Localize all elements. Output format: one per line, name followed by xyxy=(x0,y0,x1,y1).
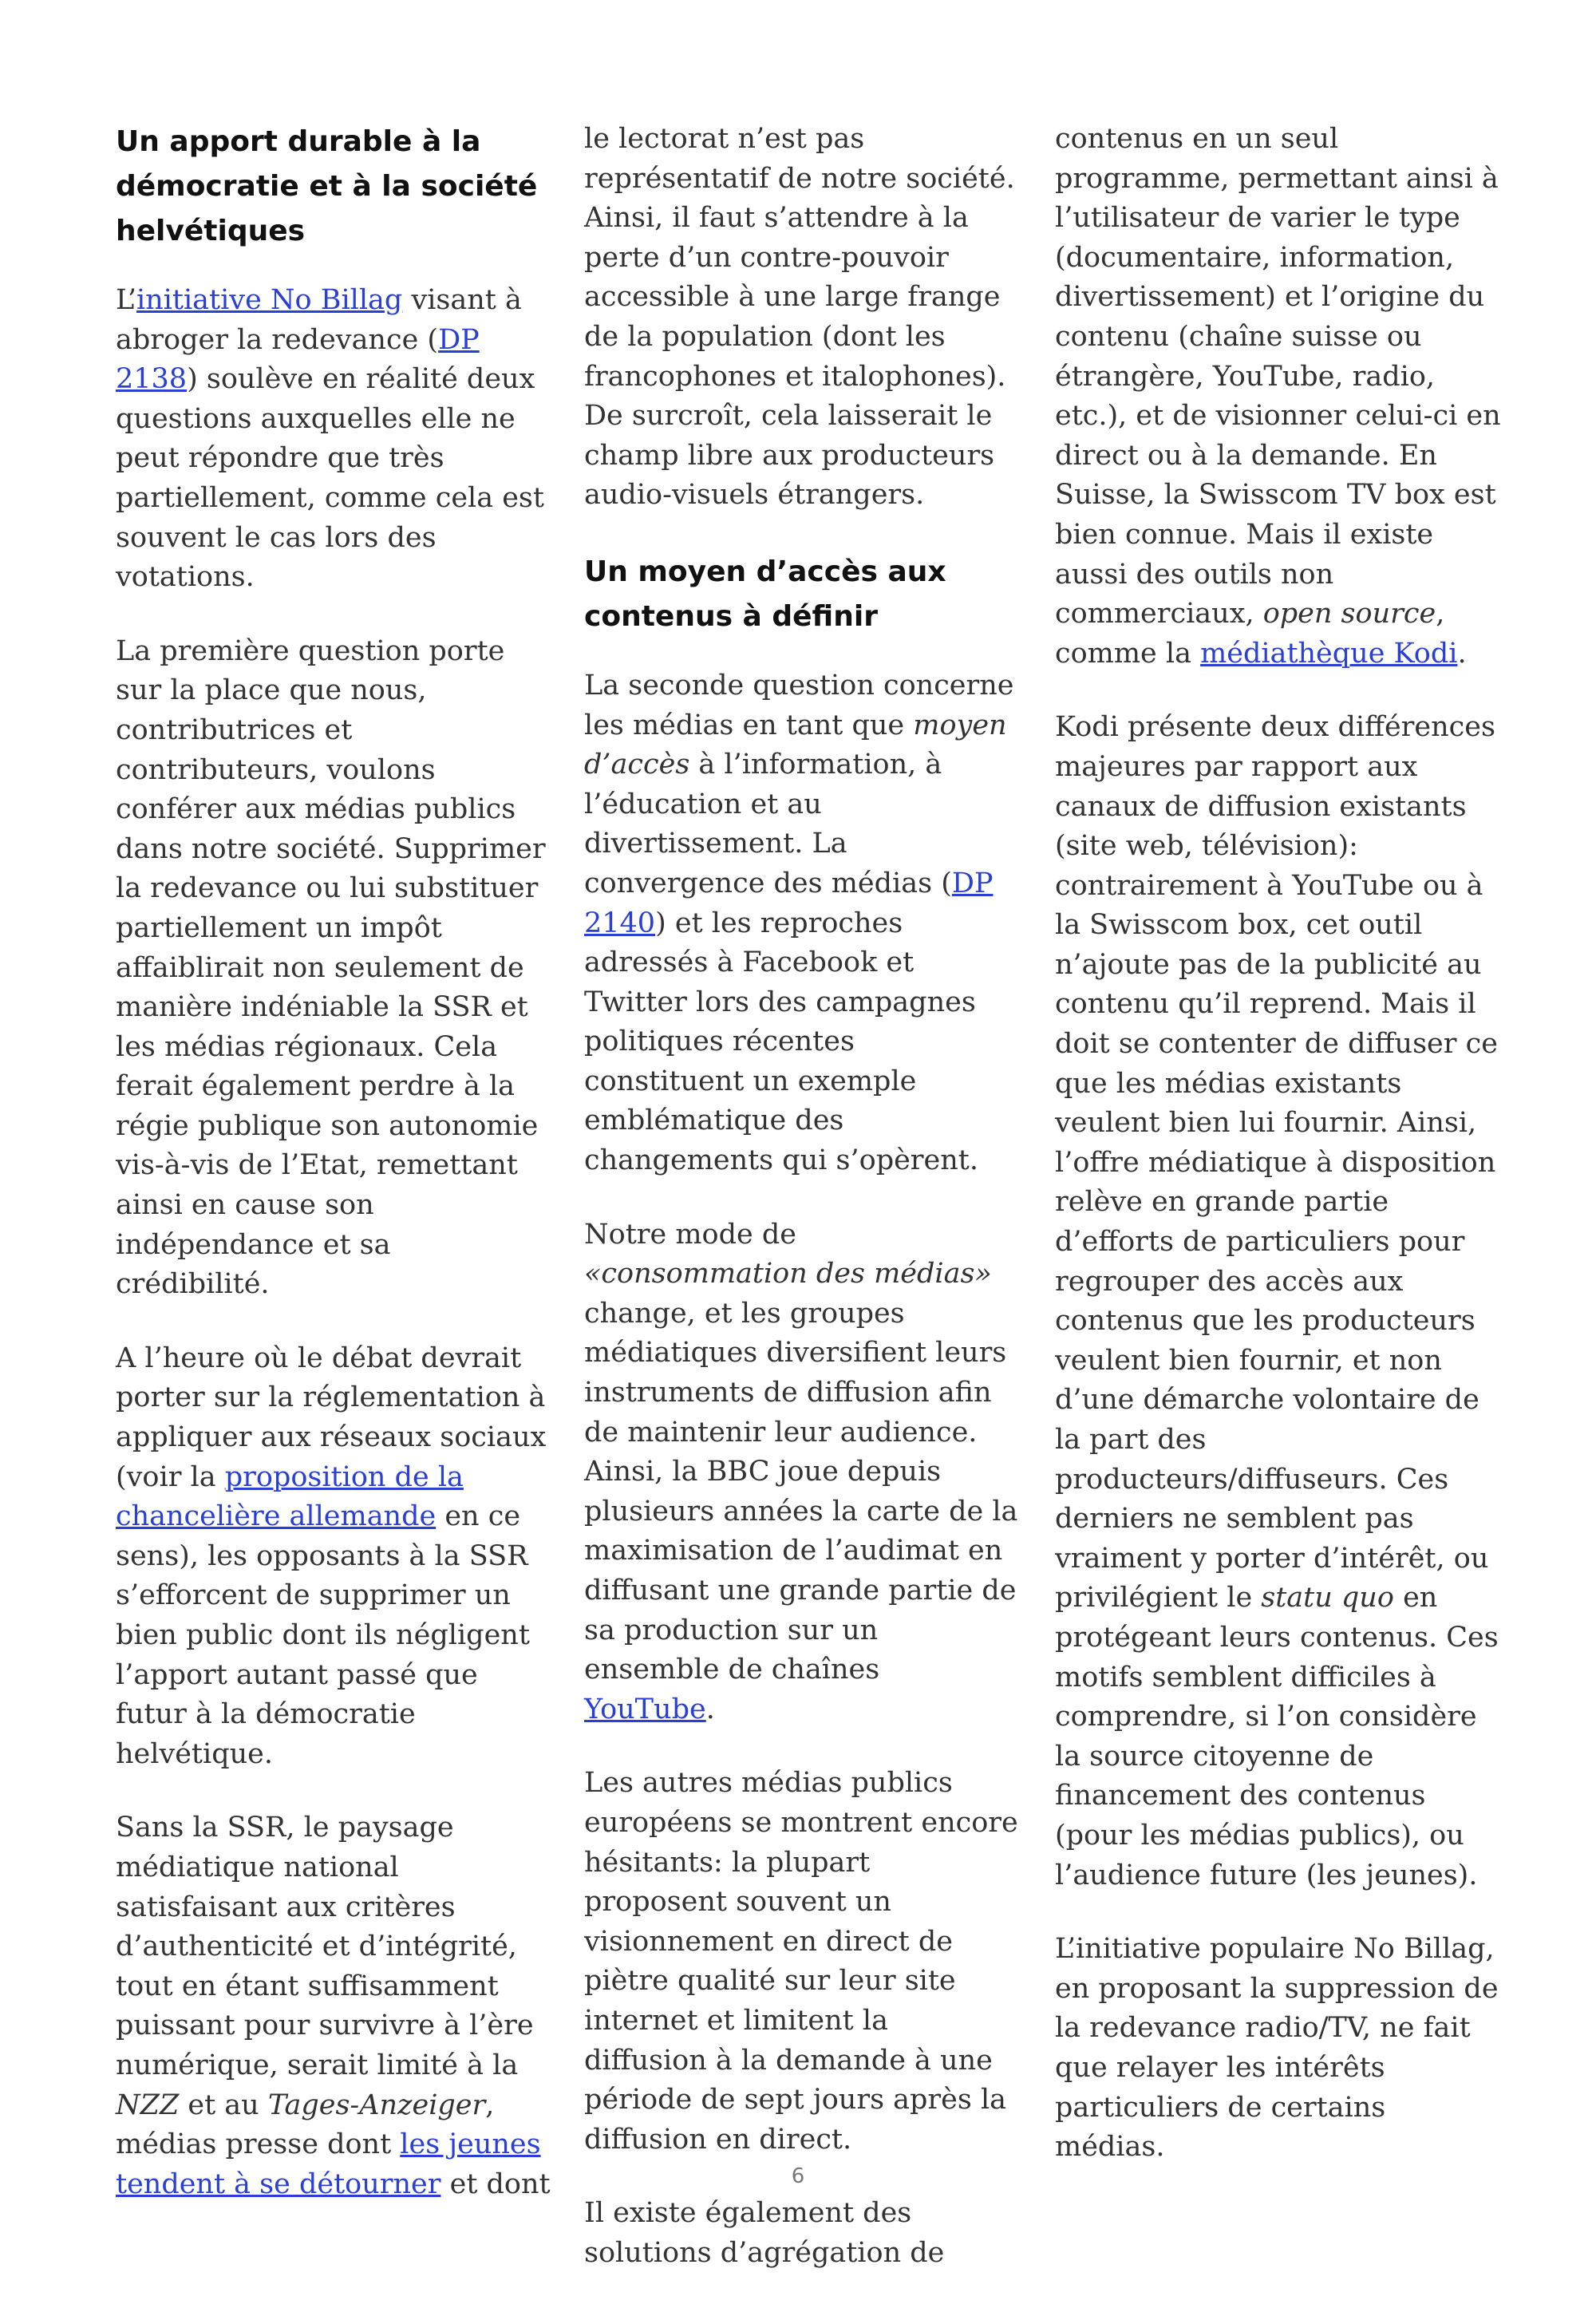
paragraph xyxy=(1055,120,1502,674)
text-span: L’ xyxy=(116,284,136,316)
text-span: en ce sens), les opposants à la SSR s’efforcent de supprimer un bien public dont ils négligent l’apport autant passé que futur à la démocratie helvétique. xyxy=(116,1500,530,1770)
text-span: , médias presse dont xyxy=(116,2089,495,2161)
paragraph: L’initiative populaire No Billag, en proposant la suppression de la redevance radio/TV, ne fait que relayer les intérêts particuliers de certains médias. xyxy=(1055,1933,1499,2164)
link-proposition-chanceliere[interactable]: proposition de la chancelière allemande xyxy=(116,1460,464,1533)
page-number: 6 xyxy=(791,2164,805,2188)
paragraph: La première question porte sur la place que nous, contributrices et contributeurs, voulons conférer aux médias publics dans notre société. Supprimer la redevance ou lui substituer partiellement un impôt affaiblirait non seulement de manière indéniable la SSR et les médias régionaux. Cela ferait également perdre à la régie publique son autonomie vis-à-vis de l’Etat, remettant ainsi en cause son indépendance et sa crédibilité. xyxy=(116,634,546,1301)
paragraph xyxy=(584,1215,1019,1730)
paragraph xyxy=(1055,708,1502,1895)
text-span: et dont xyxy=(440,2168,551,2200)
text-span: La seconde question concerne les médias en tant que xyxy=(584,669,1014,741)
section-heading-democratie: Un apport durable à la démocratie et à la société helvétiques xyxy=(116,125,538,247)
link-mediatheque-kodi[interactable]: médiathèque Kodi xyxy=(1200,637,1458,670)
paragraph: Les autres médias publics européens se montrent encore hésitants: la plupart proposent souvent un visionnement en direct de piètre qualité sur leur site internet et limitent la diffusion à la demande à une période de sept jours après la diffusion en direct. xyxy=(584,1767,1018,2156)
section-heading-moyen-acces: Un moyen d’accès aux contenus à définir xyxy=(584,555,946,633)
text-span: contenus en un seul programme, permettant ainsi à l’utilisateur de varier le type (documentaire, information, divertissement) et l’origine du contenu (chaîne suisse ou étrangère, YouTube, radio, etc.), et de visionner celui-ci en direct ou à la demande. En Suisse, la Swisscom TV box est bien connue. Mais il existe aussi des outils non commerciaux, xyxy=(1055,123,1501,630)
paragraph xyxy=(116,1339,551,1775)
text-span: ) soulève en réalité deux questions auxquelles elle ne peut répondre que très partiellement, comme cela est souvent le cas lors des votations. xyxy=(116,363,544,594)
emphasis-statu-quo: statu quo xyxy=(1261,1582,1394,1614)
text-span: ) et les reproches adressés à Facebook et Twitter lors des campagnes politiques récentes constituent un exemple emblématique des changements qui s’opèrent. xyxy=(584,907,978,1177)
column-1 xyxy=(116,120,551,2239)
text-span: . xyxy=(705,1693,715,1725)
text-span: Sans la SSR, le paysage médiatique national satisfaisant aux critères d’authenticité et d’intégrité, tout en étant suffisamment puissant pour survivre à l’ère numérique, serait limité à la xyxy=(116,1812,534,2081)
link-dp-2138[interactable]: DP 2138 xyxy=(116,323,480,396)
emphasis-consommation: «consommation des médias» xyxy=(584,1258,992,1290)
text-span: A l’heure où le débat devrait porter sur la réglementation à appliquer aux réseaux sociaux (voir la xyxy=(116,1342,547,1493)
link-dp-2140[interactable]: DP 2140 xyxy=(584,867,994,939)
column-3 xyxy=(1055,120,1502,2202)
paragraph: Il existe également des solutions d’agrégation de xyxy=(584,2197,945,2269)
link-les-jeunes[interactable]: les jeunes tendent à se détourner xyxy=(116,2128,541,2200)
paragraph xyxy=(584,666,1019,1181)
text-span: . xyxy=(1457,637,1467,670)
text-span: , comme la xyxy=(1055,598,1445,670)
emphasis-nzz: NZZ xyxy=(116,2089,180,2121)
emphasis-open-source: open source xyxy=(1262,598,1436,630)
paragraph: le lectorat n’est pas représentatif de notre société. Ainsi, il faut s’attendre à la perte d’un contre-pouvoir accessible à une large frange de la population (dont les francophones et italophones). De surcroît, cela laisserait le champ libre aux producteurs audio-visuels étrangers. xyxy=(584,123,1015,512)
paragraph xyxy=(116,1808,551,2204)
text-span: en protégeant leurs contenus. Ces motifs semblent difficiles à comprendre, si l’on considère la source citoyenne de financement des contenus (pour les médias publics), ou l’audience future (les jeunes). xyxy=(1055,1582,1499,1891)
emphasis-tages-anzeiger: Tages-Anzeiger xyxy=(267,2089,486,2121)
text-span: Kodi présente deux différences majeures par rapport aux canaux de diffusion existants (site web, télévision): contrairement à YouTube ou à la Swisscom box, cet outil n’ajoute pas de la publicité au contenu qu’il reprend. Mais il doit se contenter de diffuser ce que les médias existants veulent bien lui fournir. Ainsi, l’offre médiatique à disposition relève en grande partie d’efforts de particuliers pour regrouper des accès aux contenus que les producteurs veulent bien fournir, et non d’une démarche volontaire de la part des producteurs/diffuseurs. Ces derniers ne semblent pas vraiment y porter d’intérêt, ou privilégient le xyxy=(1055,711,1498,1614)
column-2 xyxy=(584,120,1019,2308)
text-span: et au xyxy=(179,2089,268,2121)
paragraph xyxy=(116,281,551,598)
text-span: Notre mode de xyxy=(584,1218,796,1251)
text-span: change, et les groupes médiatiques diversifient leurs instruments de diffusion afin de maintenir leur audience. Ainsi, la BBC joue depuis plusieurs années la carte de la maximisation de l’audimat en diffusant une grande partie de sa production sur un ensemble de chaînes xyxy=(584,1297,1018,1686)
emphasis-moyen-acces: moyen d’accès xyxy=(584,709,1007,781)
link-youtube[interactable]: YouTube xyxy=(584,1693,706,1725)
link-initiative-no-billag[interactable]: initiative No Billag xyxy=(136,284,403,316)
text-span: à l’information, à l’éducation et au divertissement. La convergence des médias ( xyxy=(584,749,952,899)
text-span: visant à abroger la redevance ( xyxy=(116,284,522,356)
